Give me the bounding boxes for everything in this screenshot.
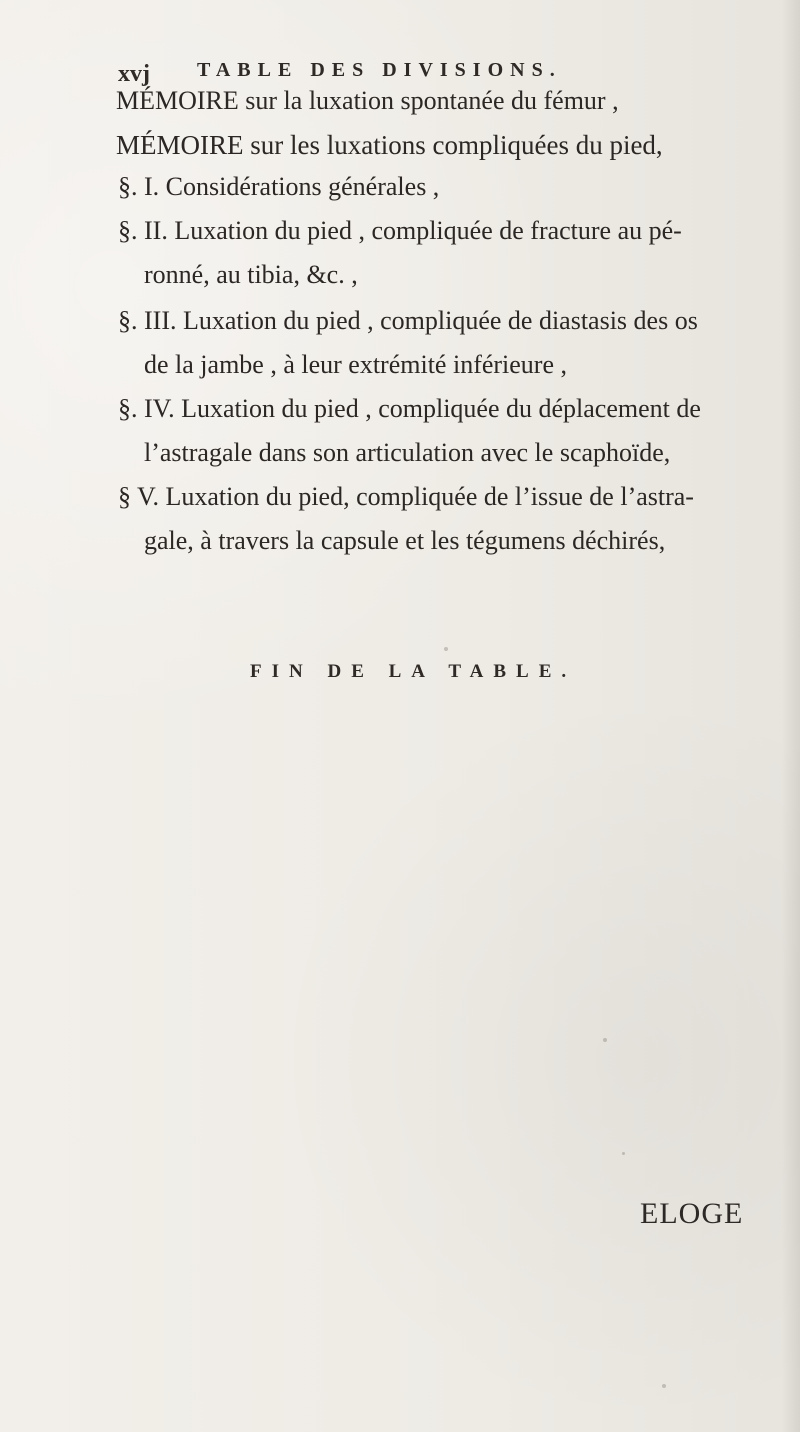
toc-entry-text: §. I. Considérations générales , bbox=[118, 172, 440, 201]
toc-entry-text: MÉMOIRE sur les luxations compliquées du pied, bbox=[116, 130, 663, 160]
toc-entry-text: MÉMOIRE sur la luxation spontanée du fémur , bbox=[116, 86, 619, 115]
ink-speck bbox=[662, 1384, 666, 1388]
catchword: ELOGE bbox=[640, 1197, 744, 1230]
toc-entry-text: §. II. Luxation du pied , compliquée de fracture au pé- bbox=[118, 216, 682, 245]
toc-entry-text: de la jambe , à leur extrémité inférieure , bbox=[144, 350, 568, 379]
running-head: TABLE DES DIVISIONS. bbox=[197, 59, 562, 81]
toc-entry-text: l’astragale dans son articulation avec le scaphoïde, bbox=[144, 438, 671, 467]
page-folio: xvj bbox=[118, 61, 150, 87]
toc-entry-text: gale, à travers la capsule et les tégumens déchirés, bbox=[144, 526, 666, 555]
toc-entry-text: §. IV. Luxation du pied , compliquée du déplacement de bbox=[118, 394, 701, 423]
ink-speck bbox=[603, 1038, 607, 1042]
toc-entry-text: § V. Luxation du pied, compliquée de l’issue de l’astra- bbox=[118, 482, 694, 511]
toc-entry-text: ronné, au tibia, &c. , bbox=[144, 260, 358, 289]
toc-entry-text: §. III. Luxation du pied , compliquée de diastasis des os bbox=[118, 306, 698, 335]
ink-speck bbox=[444, 647, 448, 651]
ink-speck bbox=[622, 1152, 625, 1155]
end-of-table-heading: FIN DE LA TABLE. bbox=[250, 661, 577, 682]
